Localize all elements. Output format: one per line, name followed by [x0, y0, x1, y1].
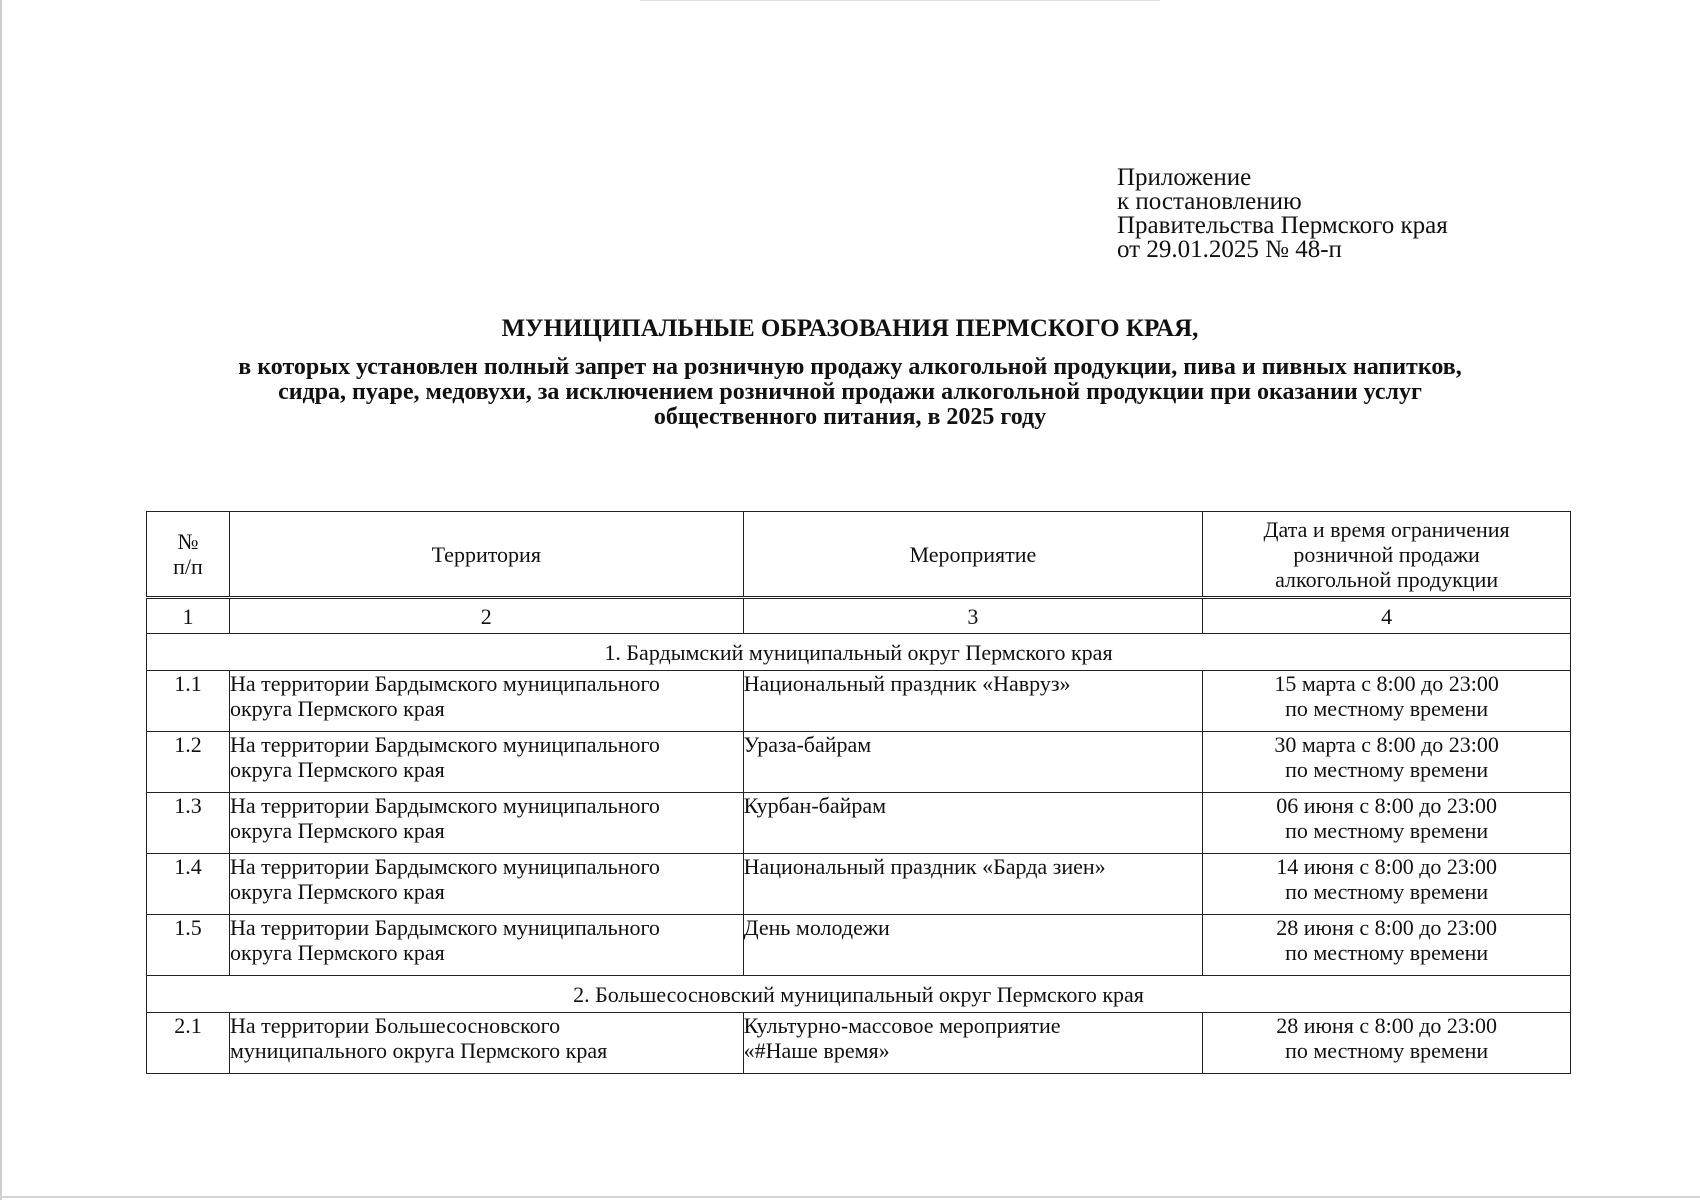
- document-subtitle: [120, 355, 1580, 430]
- row-number: 1.1: [147, 671, 230, 732]
- table-row: [147, 854, 1571, 915]
- event-line: Национальный праздник «Барда зиен»: [743, 854, 1106, 879]
- territory-line: муниципального округа Пермского края: [229, 1038, 608, 1063]
- date-line: 15 марта с 8:00 до 23:00: [1274, 671, 1499, 696]
- subtitle-line: общественного питания, в 2025 году: [653, 404, 1047, 430]
- column-index: 2: [229, 598, 743, 634]
- row-event: [743, 793, 1203, 854]
- header-date-line: розничной продажи: [1293, 541, 1480, 567]
- date-line: 06 июня с 8:00 до 23:00: [1276, 793, 1498, 818]
- date-line: по местному времени: [1285, 757, 1489, 782]
- territory-line: округа Пермского края: [229, 818, 445, 843]
- table-row: [147, 793, 1571, 854]
- row-number: 1.4: [147, 854, 230, 915]
- territory-line: округа Пермского края: [229, 879, 445, 904]
- date-line: 28 июня с 8:00 до 23:00: [1276, 1013, 1498, 1038]
- territory-line: На территории Бардымского муниципального: [229, 915, 660, 940]
- row-number: 2.1: [147, 1013, 230, 1074]
- scan-edge-bottom: [0, 1196, 1700, 1198]
- territory-line: округа Пермского края: [229, 696, 445, 721]
- territory-line: На территории Бардымского муниципального: [229, 671, 660, 696]
- row-territory: [229, 732, 743, 793]
- row-date: [1203, 671, 1571, 732]
- date-line: по местному времени: [1285, 879, 1489, 904]
- row-number: 1.3: [147, 793, 230, 854]
- date-line: по местному времени: [1285, 940, 1489, 965]
- territory-line: округа Пермского края: [229, 757, 445, 782]
- scan-edge-top: [640, 0, 1160, 1]
- column-index: 4: [1203, 598, 1571, 634]
- row-event: [743, 915, 1203, 976]
- row-date: [1203, 1013, 1571, 1074]
- subtitle-line: сидра, пуаре, медовухи, за исключением розничной продажи алкогольной продукции при оказании услуг: [278, 379, 1422, 405]
- appendix-line: Правительства Пермского края: [1117, 212, 1448, 239]
- header-number: [147, 512, 230, 598]
- subtitle-line: в которых установлен полный запрет на розничную продажу алкогольной продукции, пива и пивных напитков,: [238, 354, 1462, 380]
- appendix-line: к постановлению: [1117, 188, 1302, 215]
- territory-line: На территории Бардымского муниципального: [229, 732, 660, 757]
- table-row: [147, 671, 1571, 732]
- section-row: [147, 976, 1571, 1013]
- event-line: Ураза-байрам: [743, 732, 872, 757]
- column-index: 3: [743, 598, 1203, 634]
- date-line: 14 июня с 8:00 до 23:00: [1276, 854, 1498, 879]
- row-territory: [229, 671, 743, 732]
- row-date: [1203, 793, 1571, 854]
- date-line: 28 июня с 8:00 до 23:00: [1276, 915, 1498, 940]
- row-event: [743, 671, 1203, 732]
- appendix-block: [1117, 166, 1448, 262]
- row-territory: [229, 854, 743, 915]
- row-territory: [229, 793, 743, 854]
- section-title: 1. Бардымский муниципальный округ Пермского края: [147, 634, 1571, 671]
- column-index: 1: [147, 598, 230, 634]
- table-row: [147, 1013, 1571, 1074]
- table-row: [147, 732, 1571, 793]
- column-index-row: [147, 598, 1571, 634]
- row-event: [743, 732, 1203, 793]
- territory-line: округа Пермского края: [229, 940, 445, 965]
- event-line: Курбан-байрам: [743, 793, 887, 818]
- header-date: [1203, 512, 1571, 598]
- event-line: Культурно-массовое мероприятие: [743, 1013, 1061, 1038]
- date-line: по местному времени: [1285, 1038, 1489, 1063]
- date-line: по местному времени: [1285, 818, 1489, 843]
- row-number: 1.5: [147, 915, 230, 976]
- header-number-line: п/п: [173, 554, 203, 579]
- header-date-line: алкогольной продукции: [1275, 566, 1499, 592]
- row-date: [1203, 732, 1571, 793]
- row-event: [743, 1013, 1203, 1074]
- header-event: Мероприятие: [743, 512, 1203, 598]
- header-number-line: №: [177, 529, 199, 554]
- date-line: по местному времени: [1285, 696, 1489, 721]
- document-title: МУНИЦИПАЛЬНЫЕ ОБРАЗОВАНИЯ ПЕРМСКОГО КРАЯ,: [501, 315, 1199, 342]
- event-line: «#Наше время»: [743, 1038, 890, 1063]
- territory-line: На территории Большесосновского: [229, 1013, 561, 1038]
- row-territory: [229, 915, 743, 976]
- header-territory: Территория: [229, 512, 743, 598]
- territory-line: На территории Бардымского муниципального: [229, 854, 660, 879]
- row-number: 1.2: [147, 732, 230, 793]
- appendix-date-line: от 29.01.2025 № 48-п: [1117, 236, 1342, 263]
- section-title: 2. Большесосновский муниципальный округ Пермского края: [147, 976, 1571, 1013]
- row-date: [1203, 854, 1571, 915]
- date-line: 30 марта с 8:00 до 23:00: [1274, 732, 1499, 757]
- table-row: [147, 915, 1571, 976]
- event-line: День молодежи: [743, 915, 890, 940]
- restrictions-table: [146, 511, 1571, 1074]
- event-line: Национальный праздник «Навруз»: [743, 671, 1071, 696]
- appendix-line: Приложение: [1117, 164, 1252, 191]
- section-row: [147, 634, 1571, 671]
- row-territory: [229, 1013, 743, 1074]
- row-event: [743, 854, 1203, 915]
- header-date-line: Дата и время ограничения: [1263, 516, 1510, 542]
- territory-line: На территории Бардымского муниципального: [229, 793, 660, 818]
- table-header-row: [147, 512, 1571, 598]
- row-date: [1203, 915, 1571, 976]
- scan-edge-left: [0, 0, 2, 1200]
